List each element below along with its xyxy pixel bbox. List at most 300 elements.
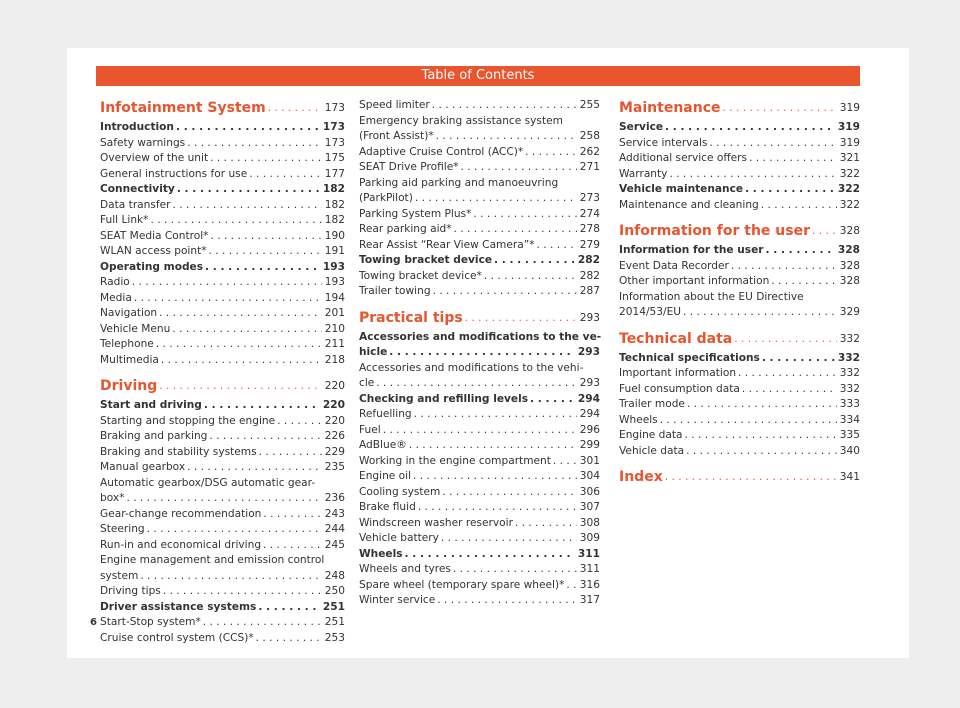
- toc-entry-label: Cooling system: [359, 485, 441, 498]
- toc-entry-page: 229: [324, 445, 345, 458]
- dot-leader: [126, 491, 321, 507]
- dot-leader: [761, 198, 837, 214]
- toc-entry-label: Rear Assist “Rear View Camera”*: [359, 238, 535, 251]
- dot-leader: [210, 229, 321, 245]
- toc-entry-page: 333: [839, 398, 860, 410]
- toc-entry-page: 236: [324, 492, 345, 504]
- toc-entry[interactable]: [359, 269, 600, 285]
- toc-entry-page: 278: [579, 223, 600, 235]
- dot-leader: [723, 98, 837, 118]
- toc-entry-page: 211: [324, 338, 345, 350]
- toc-entry[interactable]: [100, 136, 345, 152]
- dot-leader: [537, 238, 577, 254]
- toc-entry-page: 332: [839, 332, 860, 345]
- toc-entry[interactable]: [619, 413, 860, 429]
- dot-leader: [683, 305, 837, 321]
- toc-entry-page: 218: [324, 353, 345, 366]
- dot-leader: [163, 584, 322, 600]
- toc-entry[interactable]: [100, 429, 345, 445]
- toc-entry-label: Navigation: [100, 307, 158, 319]
- dot-leader: [203, 615, 322, 631]
- toc-entry-page: 210: [324, 322, 345, 335]
- toc-entry-label: Brake fluid: [359, 501, 416, 513]
- toc-entry-label: Engine oil: [359, 470, 412, 482]
- dot-leader: [161, 353, 322, 369]
- toc-entry-page: 294: [577, 392, 600, 405]
- dot-leader: [436, 129, 577, 145]
- toc-entry-label: Towing bracket device: [359, 254, 493, 266]
- toc-entry-label: Wheels and tyres: [359, 563, 451, 575]
- toc-entry-label: Safety warnings: [100, 136, 186, 149]
- toc-entry-label: Refuelling: [359, 408, 412, 420]
- toc-entry-label: Vehicle data: [619, 444, 685, 457]
- toc-section-heading[interactable]: [619, 221, 860, 241]
- toc-entry-page: 322: [839, 198, 860, 211]
- toc-entry-page: 182: [324, 214, 345, 226]
- dot-leader: [147, 522, 322, 538]
- toc-entry-label: Engine data: [619, 429, 683, 441]
- toc-entry[interactable]: [100, 182, 345, 198]
- toc-entry-label: Technical specifications: [619, 351, 760, 364]
- toc-entry-page: 311: [577, 547, 600, 560]
- dot-leader: [383, 423, 577, 439]
- toc-entry[interactable]: [619, 305, 860, 321]
- toc-entry[interactable]: [359, 207, 600, 223]
- dot-leader: [685, 428, 837, 444]
- toc-entry-label: Service intervals: [619, 136, 708, 149]
- toc-entry-page: 328: [839, 275, 860, 287]
- toc-entry[interactable]: [619, 366, 860, 382]
- toc-entry[interactable]: [359, 531, 600, 547]
- dot-leader: [731, 259, 837, 275]
- toc-entry[interactable]: [100, 584, 345, 600]
- dot-leader: [187, 136, 322, 152]
- dot-leader: [415, 191, 577, 207]
- toc-entry-page: 194: [324, 291, 345, 304]
- toc-entry[interactable]: [100, 631, 345, 647]
- toc-entry[interactable]: [359, 454, 600, 470]
- toc-section-heading[interactable]: [359, 308, 600, 328]
- toc-entry[interactable]: [100, 275, 345, 291]
- toc-entry-page: 287: [579, 285, 600, 297]
- toc-entry-label: (ParkPilot): [359, 192, 413, 204]
- dot-leader: [376, 376, 576, 392]
- dot-leader: [525, 145, 577, 161]
- toc-entry-page: 173: [324, 102, 345, 114]
- toc-entry[interactable]: [619, 136, 860, 152]
- dot-leader: [660, 413, 837, 429]
- toc-section-heading[interactable]: [619, 467, 860, 487]
- dot-leader: [156, 337, 322, 353]
- toc-entry-page: 332: [839, 367, 860, 379]
- toc-entry-page: 341: [839, 471, 860, 483]
- toc-entry-page: 328: [837, 244, 860, 256]
- dot-leader: [249, 167, 322, 183]
- dot-leader: [812, 221, 837, 241]
- toc-entry-label: Trailer mode: [619, 398, 685, 410]
- toc-entry-label: Windscreen washer reservoir: [359, 516, 513, 529]
- toc-entry-label: Overview of the unit: [100, 152, 209, 164]
- toc-entry-page: 294: [579, 408, 600, 420]
- toc-entry-label: Multimedia: [100, 353, 159, 366]
- toc-entry[interactable]: [100, 229, 345, 245]
- toc-section-heading[interactable]: [619, 329, 860, 349]
- dot-leader: [742, 382, 837, 398]
- page-number: 6: [90, 617, 97, 628]
- dot-leader: [159, 376, 322, 396]
- dot-leader: [566, 578, 576, 594]
- toc-entry[interactable]: [100, 460, 345, 476]
- toc-entry-label: Vehicle battery: [359, 532, 439, 544]
- toc-entry[interactable]: [359, 222, 600, 238]
- toc-entry[interactable]: [100, 600, 345, 616]
- toc-entry[interactable]: [359, 376, 600, 392]
- toc-section-heading[interactable]: [619, 98, 860, 118]
- toc-entry-label-line: Accessories and modifications to the vehi-: [359, 361, 584, 374]
- toc-entry-page: 328: [839, 259, 860, 272]
- toc-entry[interactable]: [100, 414, 345, 430]
- toc-entry-page: 316: [579, 578, 600, 591]
- toc-entry[interactable]: [100, 291, 345, 307]
- toc-entry-label: Additional service offers: [619, 152, 748, 164]
- toc-entry[interactable]: [100, 322, 345, 338]
- toc-entry-label: Important information: [619, 367, 737, 379]
- toc-entry-page: 293: [579, 377, 600, 389]
- dot-leader: [258, 600, 320, 616]
- toc-entry-label: Working in the engine compartment: [359, 454, 551, 467]
- toc-entry[interactable]: [100, 615, 345, 631]
- toc-entry[interactable]: [359, 500, 600, 516]
- toc-entry-label: Event Data Recorder: [619, 259, 729, 272]
- toc-entry-page: 251: [322, 600, 345, 613]
- toc-entry[interactable]: [359, 547, 600, 563]
- toc-entry-label: Gear-change recommendation: [100, 507, 262, 520]
- toc-entry-label: Technical data: [619, 330, 733, 347]
- toc-entry-page: 245: [324, 538, 345, 551]
- toc-entry[interactable]: [359, 562, 600, 578]
- toc-entry-page: 279: [579, 238, 600, 251]
- toc-entry[interactable]: [619, 382, 860, 398]
- toc-entry-label: Wheels: [359, 547, 403, 560]
- toc-entry-page: 335: [839, 429, 860, 441]
- toc-entry-page: 296: [579, 423, 600, 436]
- toc-column-2: [359, 98, 600, 609]
- toc-entry-label: hicle: [359, 346, 388, 358]
- toc-entry-page: 182: [324, 198, 345, 211]
- toc-entry-label-line: Accessories and modifications to the ve-: [359, 330, 602, 343]
- toc-entry-label: cle: [359, 377, 375, 389]
- dot-leader: [418, 500, 577, 516]
- toc-entry-label: Braking and stability systems: [100, 445, 257, 458]
- toc-entry[interactable]: [359, 516, 600, 532]
- toc-entry[interactable]: [100, 337, 345, 353]
- toc-entry-page: 332: [837, 351, 860, 364]
- toc-entry-label: Maintenance and cleaning: [619, 198, 759, 211]
- dot-leader: [177, 182, 320, 198]
- toc-entry-page: 191: [324, 245, 345, 257]
- toc-entry-label: Index: [619, 469, 663, 485]
- toc-entry[interactable]: [100, 353, 345, 369]
- dot-leader: [209, 244, 322, 260]
- toc-entry[interactable]: [100, 569, 345, 585]
- toc-entry[interactable]: [359, 98, 600, 114]
- dot-leader: [473, 207, 576, 223]
- toc-entry[interactable]: [100, 507, 345, 523]
- dot-leader: [263, 507, 321, 523]
- toc-entry[interactable]: [359, 485, 600, 501]
- dot-leader: [172, 322, 321, 338]
- toc-entry[interactable]: [359, 160, 600, 176]
- toc-entry-label: Checking and refilling levels: [359, 392, 529, 405]
- toc-entry-page: 220: [324, 380, 345, 392]
- toc-entry-label: Service: [619, 121, 664, 133]
- toc-entry[interactable]: [619, 274, 860, 290]
- dot-leader: [210, 151, 322, 167]
- dot-leader: [437, 593, 577, 609]
- toc-entry-page: 321: [839, 152, 860, 164]
- toc-entry-label: Vehicle Menu: [100, 322, 171, 335]
- dot-leader: [205, 260, 320, 276]
- toc-entry-label: Full Link*: [100, 214, 149, 226]
- toc-entry-page: 273: [579, 192, 600, 204]
- toc-entry[interactable]: [100, 260, 345, 276]
- toc-entry-page: 301: [579, 454, 600, 467]
- toc-entry-label: Driving tips: [100, 585, 161, 597]
- toc-entry-page: 319: [837, 121, 860, 133]
- toc-entry-page: 271: [579, 161, 600, 173]
- toc-entry[interactable]: [619, 151, 860, 167]
- toc-entry-label: Driver assistance systems: [100, 600, 257, 613]
- dot-leader: [484, 269, 577, 285]
- toc-entry[interactable]: [359, 469, 600, 485]
- toc-entry-label: Rear parking aid*: [359, 223, 452, 235]
- toc-entry[interactable]: [100, 306, 345, 322]
- toc-entry[interactable]: [100, 522, 345, 538]
- dot-leader: [173, 198, 322, 214]
- dot-leader: [159, 306, 322, 322]
- dot-leader: [256, 631, 322, 647]
- toc-entry-label: Data transfer: [100, 198, 171, 211]
- toc-entry[interactable]: [619, 397, 860, 413]
- toc-section-heading[interactable]: [100, 98, 345, 118]
- dot-leader: [515, 516, 577, 532]
- dot-leader: [453, 562, 577, 578]
- toc-entry-label-line: Information about the EU Directive: [619, 290, 804, 303]
- toc-entry-page: 243: [324, 507, 345, 520]
- toc-entry-label-line: Emergency braking assistance system: [359, 114, 563, 127]
- toc-entry[interactable]: [359, 238, 600, 254]
- dot-leader: [187, 460, 322, 476]
- toc-entry-page: 182: [322, 183, 345, 195]
- toc-entry[interactable]: [619, 198, 860, 214]
- toc-entry-page: 255: [579, 99, 600, 111]
- toc-entry-label: Start and driving: [100, 399, 202, 411]
- toc-entry-page: 307: [579, 501, 600, 513]
- dot-leader: [413, 469, 577, 485]
- toc-entry-page: 201: [324, 307, 345, 319]
- dot-leader: [745, 182, 835, 198]
- toc-entry-label: Media: [100, 291, 132, 304]
- toc-entry-label: Manual gearbox: [100, 461, 186, 473]
- toc-entry-label: Introduction: [100, 121, 174, 133]
- toc-entry[interactable]: [100, 151, 345, 167]
- toc-entry-page: 319: [839, 102, 860, 114]
- toc-entry-label: Start-Stop system*: [100, 616, 201, 628]
- toc-entry-label: Wheels: [619, 413, 658, 426]
- toc-entry[interactable]: [359, 345, 600, 361]
- toc-entry-label-line: Parking aid parking and manoeuvring: [359, 176, 559, 189]
- toc-entry-label: Practical tips: [359, 309, 463, 326]
- toc-entry-page: 175: [324, 152, 345, 164]
- toc-entry[interactable]: [619, 351, 860, 367]
- dot-leader: [204, 398, 320, 414]
- toc-entry[interactable]: [100, 244, 345, 260]
- toc-entry[interactable]: [100, 198, 345, 214]
- toc-entry-page: 322: [839, 167, 860, 180]
- toc-entry[interactable]: [359, 578, 600, 594]
- toc-entry[interactable]: [619, 259, 860, 275]
- toc-entry-page: 319: [839, 136, 860, 149]
- toc-entry-label: Run-in and economical driving: [100, 538, 262, 551]
- toc-entry[interactable]: [100, 167, 345, 183]
- dot-leader: [150, 213, 321, 229]
- toc-entry-page: 193: [322, 260, 345, 273]
- toc-entry-page: 190: [324, 229, 345, 242]
- toc-entry-label-line: Engine management and emission control: [100, 554, 325, 566]
- toc-entry-page: 329: [839, 306, 860, 318]
- toc-entry-page: 311: [579, 563, 600, 575]
- toc-entry-page: 250: [324, 585, 345, 597]
- toc-entry-page: 173: [322, 121, 345, 133]
- dot-leader: [432, 98, 577, 114]
- toc-entry-label: Towing bracket device*: [359, 269, 482, 282]
- toc-entry-label: Trailer towing: [359, 285, 431, 297]
- dot-leader: [176, 120, 320, 136]
- toc-entry[interactable]: [359, 392, 600, 408]
- toc-entry[interactable]: [359, 129, 600, 145]
- toc-entry-label: Information for the user: [619, 223, 810, 239]
- toc-entry[interactable]: [619, 167, 860, 183]
- toc-entry[interactable]: [359, 191, 600, 207]
- toc-entry-page: 248: [324, 569, 345, 582]
- dot-leader: [665, 120, 835, 136]
- toc-entry[interactable]: [619, 428, 860, 444]
- toc-entry-page: 317: [579, 594, 600, 606]
- toc-entry-label: Steering: [100, 523, 145, 535]
- toc-entry-label-line: Automatic gearbox/DSG automatic gear-: [100, 476, 316, 489]
- toc-entry-page: 177: [324, 167, 345, 180]
- dot-leader: [441, 531, 577, 547]
- toc-entry[interactable]: [100, 120, 345, 136]
- dot-leader: [686, 444, 837, 460]
- toc-entry-page: 226: [324, 430, 345, 442]
- toc-entry[interactable]: [359, 438, 600, 454]
- dot-leader: [709, 136, 836, 152]
- toc-entry-page: 308: [579, 516, 600, 529]
- toc-entry-label: Other important information: [619, 275, 770, 287]
- dot-leader: [414, 407, 577, 423]
- toc-entry[interactable]: [619, 182, 860, 198]
- toc-entry-label: SEAT Drive Profile*: [359, 161, 459, 173]
- toc-entry-label: Maintenance: [619, 100, 721, 116]
- dot-leader: [665, 467, 837, 487]
- dot-leader: [132, 275, 322, 291]
- toc-entry[interactable]: [359, 407, 600, 423]
- toc-entry-label: Driving: [100, 378, 158, 394]
- toc-entry[interactable]: [100, 445, 345, 461]
- toc-entry-label: SEAT Media Control*: [100, 229, 209, 242]
- toc-entry-page: 293: [579, 311, 600, 324]
- toc-entry[interactable]: [100, 398, 345, 414]
- toc-column-3: [619, 98, 860, 489]
- toc-entry-label: Fuel: [359, 423, 381, 436]
- dot-leader: [405, 547, 575, 563]
- dot-leader: [738, 366, 837, 382]
- toc-entry-label: Telephone: [100, 338, 154, 350]
- dot-leader: [530, 392, 575, 408]
- toc-entry-label: AdBlue®: [359, 439, 407, 451]
- toc-entry-label: Adaptive Cruise Control (ACC)*: [359, 145, 524, 158]
- toc-entry-page: 282: [577, 254, 600, 266]
- toc-entry-label: Parking System Plus*: [359, 207, 472, 220]
- toc-entry[interactable]: [359, 284, 600, 300]
- toc-entry-label: General instructions for use: [100, 167, 248, 180]
- toc-entry-page: 253: [324, 631, 345, 644]
- toc-entry[interactable]: [359, 145, 600, 161]
- toc-entry-label: Cruise control system (CCS)*: [100, 631, 254, 644]
- dot-leader: [389, 345, 575, 361]
- toc-entry-label: Radio: [100, 276, 130, 288]
- toc-entry-page: 173: [324, 136, 345, 149]
- toc-entry[interactable]: [359, 423, 600, 439]
- toc-entry[interactable]: [359, 253, 600, 269]
- toc-entry-page: 322: [837, 183, 860, 195]
- toc-entry-label: WLAN access point*: [100, 245, 207, 257]
- toc-section-heading[interactable]: [100, 376, 345, 396]
- dot-leader: [277, 414, 322, 430]
- toc-entry[interactable]: [100, 213, 345, 229]
- toc-entry-page: 293: [577, 346, 600, 358]
- dot-leader: [268, 98, 322, 118]
- toc-entry-page: 332: [839, 382, 860, 395]
- toc-entry-label: Vehicle maintenance: [619, 183, 744, 195]
- toc-header: Table of Contents: [96, 66, 860, 86]
- toc-entry[interactable]: [619, 243, 860, 259]
- dot-leader: [461, 160, 577, 176]
- toc-entry[interactable]: [100, 491, 345, 507]
- toc-entry[interactable]: [619, 444, 860, 460]
- toc-entry-page: 258: [579, 130, 600, 142]
- toc-entry-page: 334: [839, 413, 860, 426]
- toc-entry[interactable]: [619, 120, 860, 136]
- dot-leader: [494, 253, 575, 269]
- toc-entry-label: 2014/53/EU: [619, 306, 682, 318]
- toc-entry-page: 340: [839, 444, 860, 457]
- dot-leader: [687, 397, 837, 413]
- dot-leader: [263, 538, 322, 554]
- dot-leader: [140, 569, 321, 585]
- toc-column-1: [100, 98, 345, 646]
- dot-leader: [465, 308, 577, 328]
- dot-leader: [734, 329, 837, 349]
- toc-entry-page: 251: [324, 616, 345, 628]
- toc-entry[interactable]: [359, 593, 600, 609]
- toc-entry-page: 328: [839, 225, 860, 237]
- dot-leader: [771, 274, 836, 290]
- toc-entry[interactable]: [100, 538, 345, 554]
- dot-leader: [762, 351, 835, 367]
- toc-entry-label: Operating modes: [100, 260, 204, 273]
